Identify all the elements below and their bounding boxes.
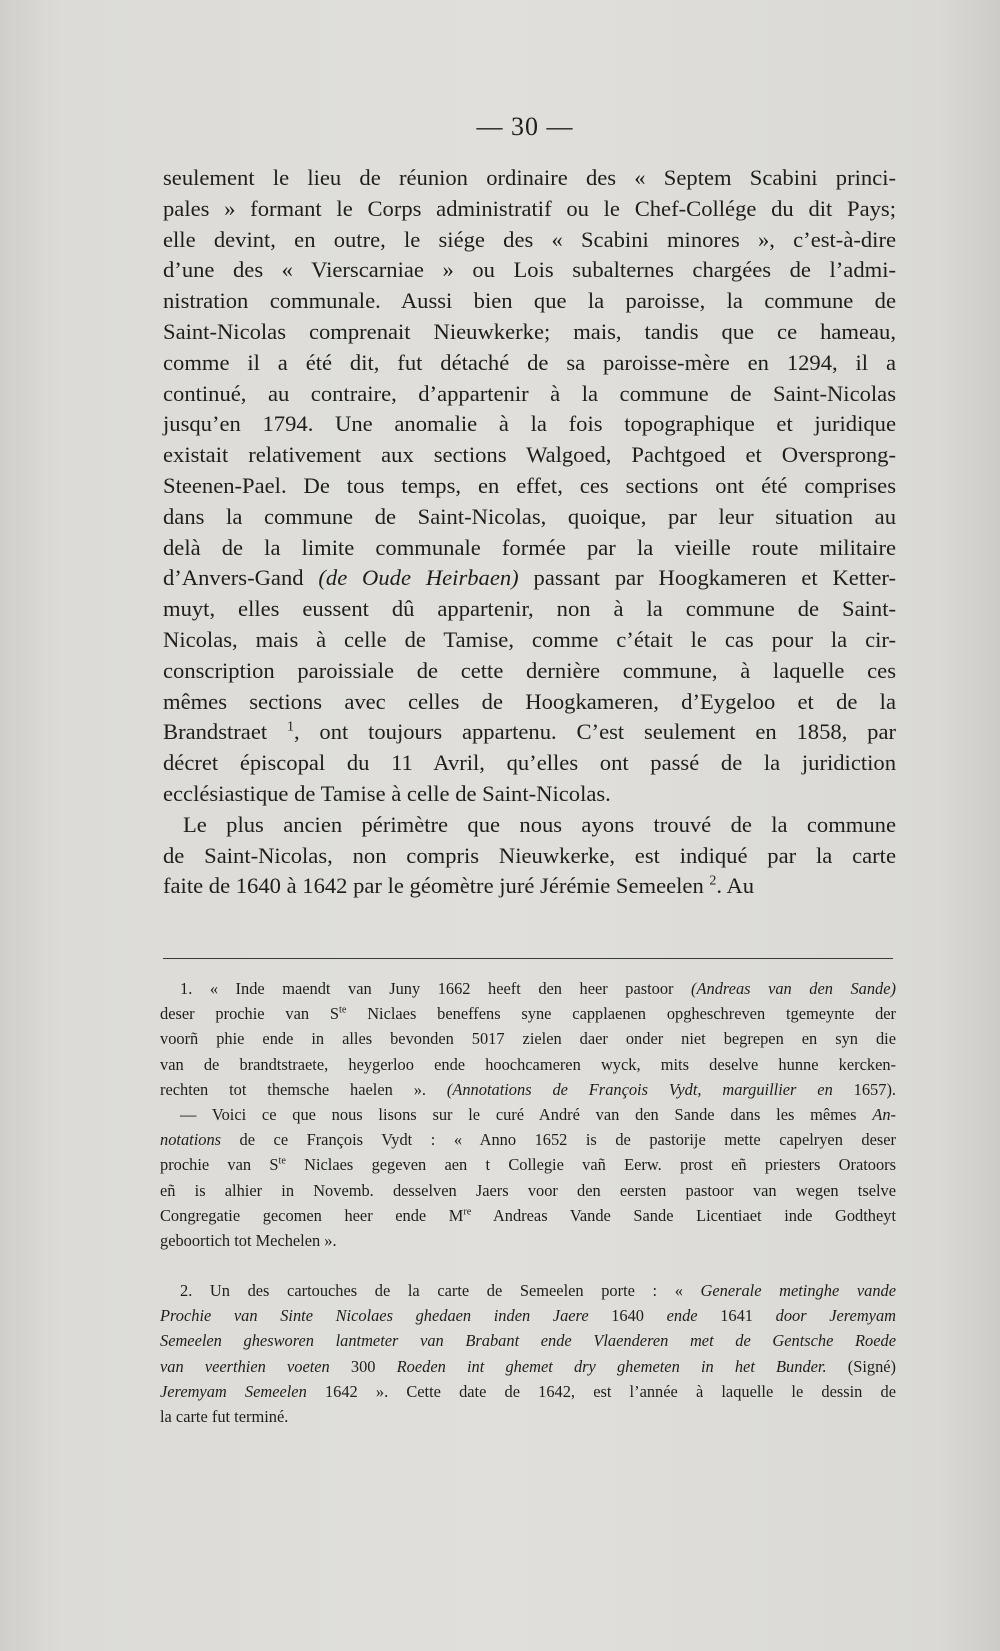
footnote-1 [160,976,896,1253]
italic-text: Semeelen ghesworen lantmeter van Brabant ende Vlaenderen met de Gentsche Roede [160,1331,896,1351]
text-line: de Saint-Nicolas, non compris Nieuwkerke, est indiqué par la carte [163,842,896,868]
footnote-line: Prochie van Sinte Nicolaes ghedaen inden Jaere 1640 ende 1641 door Jeremyam [160,1306,896,1326]
footnote-line: deser prochie van $S^{te}$ Niclaes beneffens syne capplaenen opgheschreven tgemeynte der [160,1004,896,1024]
footnote-line: rechten tot themsche haelen ». (Annotations de François Vydt, marguillier en 1657). [160,1079,896,1099]
footnote-2 [160,1278,896,1429]
footnote-ref: re [463,1206,472,1218]
footnote-line: prochie van $S^{te}$ Niclaes gegeven aen t Collegie vañ Eerw. prost eñ priesters Oratoors [160,1155,897,1175]
footnote-line: notations de ce François Vydt : « Anno 1652 is de pastorije mette capelryen deser [160,1130,896,1150]
body-text [163,163,896,902]
italic-text: door Jeremyam [775,1306,896,1326]
text-line: pales » formant le Corps administratif ou le Chef-Collége du dit Pays; [163,195,896,221]
text-line: Brandstraet $^1$, ont toujours appartenu. C’est seulement en 1858, par [163,719,896,745]
footnote-line: eñ is alhier in Novemb. desselven Jaers voor den eersten pastoor van wegen tselve [160,1180,896,1200]
footnote-ref: 1 [286,719,294,735]
text-line: ecclésiastique de Tamise à celle de Saint-Nicolas. [163,780,611,806]
italic-text: Prochie van Sinte Nicolaes ghedaen inden Jaere [160,1306,589,1326]
footnote-line: Congregatie gecomen heer ende Mre Andreas Vande Sande Licentiaet inde Godtheyt [160,1205,897,1225]
footnote-separator [163,958,893,959]
footnote-ref: te [278,1155,286,1167]
text-line: dans la commune de Saint-Nicolas, quoique, par leur situation au [163,503,896,529]
footnote-ref: te [339,1004,347,1016]
text-line: Le plus ancien périmètre que nous ayons trouvé de la commune [183,811,896,837]
text-line: faite de 1640 à 1642 par le géomètre juré Jérémie Semeelen $^2$. Au [163,873,755,899]
text-line: mêmes sections avec celles de Hoogkameren, d’Eygeloo et de la [163,688,896,714]
text-line: comme il a été dit, fut détaché de sa paroisse-mère en 1294, il a [163,349,896,375]
italic-text: ende [666,1306,698,1326]
italic-text: (Andreas van den Sande) [691,979,896,998]
text-line: Nicolas, mais à celle de Tamise, comme c’était le cas pour la cir- [163,626,896,652]
text-line: décret épiscopal du 11 Avril, qu’elles ont passé de la juridiction [163,750,896,776]
italic-text: Generale metinghe vande [700,1281,896,1300]
text-line: elle devint, en outre, le siége des « Scabini minores », c’est-à-dire [163,226,896,252]
footnote-line: — Voici ce que nous lisons sur le curé André van den Sande dans les mêmes An- [180,1105,896,1125]
text-line: existait relativement aux sections Walgoed, Pachtgoed et Oversprong- [163,442,896,468]
text-line: d’une des « Vierscarniae » ou Lois subalternes chargées de l’admi- [163,257,896,283]
italic-text: (Annotations de François Vydt, marguillier en [446,1079,833,1099]
page-number: — 30 — [476,112,574,141]
text-line: muyt, elles eussent dû appartenir, non à la commune de Saint- [163,596,896,622]
footnote-ref: 2 [709,873,717,889]
italic-text: Jeremyam Semeelen [160,1381,307,1401]
italic-text: (de Oude Heirbaen) [318,565,519,591]
italic-text: An- [872,1105,896,1125]
text-line: nistration communale. Aussi bien que la paroisse, la commune de [163,288,896,314]
text-line: Steenen-Pael. De tous temps, en effet, ces sections ont été comprises [163,472,896,498]
italic-text: Roeden int ghemet dry ghemeten in het Bunder. [396,1356,827,1376]
footnote-line: geboortich tot Mechelen ». [160,1231,337,1251]
text-line: d’Anvers-Gand (de Oude Heirbaen) passant par Hoogkameren et Ketter- [163,565,897,591]
footnote-line: 1. « Inde maendt van Juny 1662 heeft den heer pastoor (Andreas van den Sande) [180,979,896,998]
text-line: continué, au contraire, d’appartenir à la commune de Saint-Nicolas [163,380,896,406]
text-line: jusqu’en 1794. Une anomalie à la fois topographique et juridique [163,411,896,437]
text-line: Saint-Nicolas comprenait Nieuwkerke; mais, tandis que ce hameau, [163,318,896,344]
italic-text: notations [160,1130,222,1150]
footnote-line: van veerthien voeten 300 Roeden int ghemet dry ghemeten in het Bunder. (Signé) [160,1356,896,1376]
footnote-line: van de brandtstraete, heygerloo ende hoochcameren wyck, mits deselve hunne kercken- [160,1054,896,1074]
footnote-line [160,1328,896,1353]
text-line: conscription paroissiale de cette dernière commune, à laquelle ces [163,657,896,683]
text-line: delà de la limite communale formée par la vieille route militaire [163,534,896,560]
footnote-line: 2. Un des cartouches de la carte de Semeelen porte : « Generale metinghe vande [180,1281,896,1300]
footnote-line: voorñ phie ende in alles bevonden 5017 zielen daer onder niet begrepen en syn die [160,1029,896,1049]
footnote-line: la carte fut terminé. [160,1407,289,1427]
text-line: seulement le lieu de réunion ordinaire des « Septem Scabini princi- [163,165,896,190]
footnote-line: Jeremyam Semeelen 1642 ». Cette date de 1642, est l’année à laquelle le dessin de [160,1381,896,1401]
italic-text: van veerthien voeten [160,1356,330,1376]
